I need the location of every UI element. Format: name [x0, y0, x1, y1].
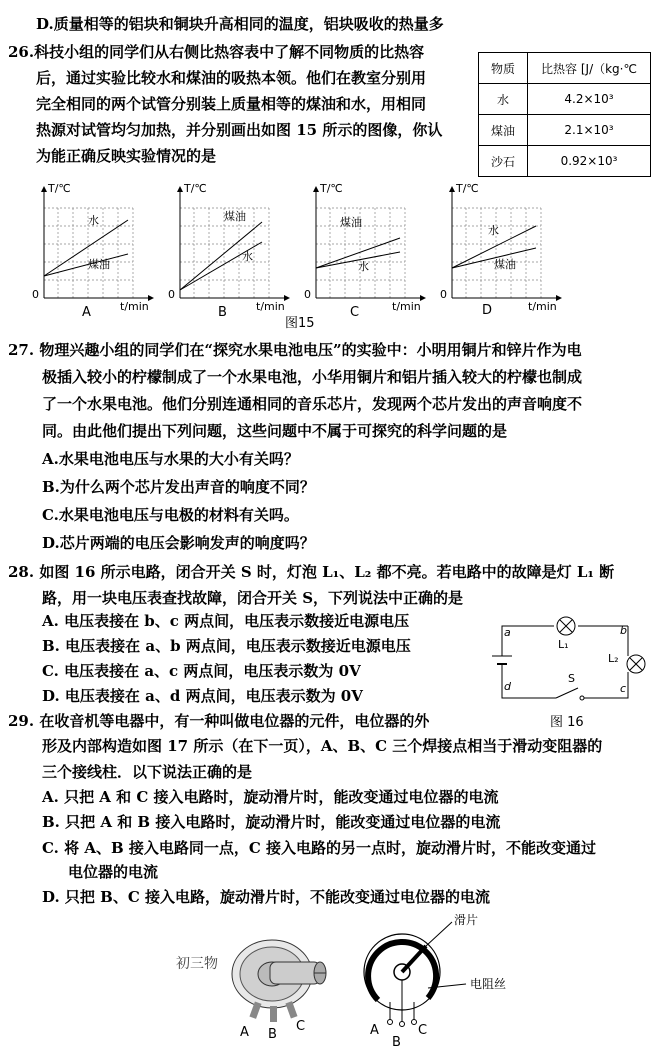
table-header-cell: 物质 — [479, 53, 528, 84]
graph-letter: A — [82, 305, 91, 320]
graph-d — [436, 180, 566, 320]
x-axis-label: t/min — [392, 300, 421, 313]
origin-label: 0 — [32, 288, 39, 301]
origin-label: 0 — [440, 288, 447, 301]
q29-option: D. 只把 B、C 接入电路，旋动滑片时，不能改变通过电位器的电流 — [42, 888, 490, 906]
table-cell: 4.2×10³ — [528, 84, 651, 115]
table-cell: 水 — [479, 84, 528, 115]
origin-label: 0 — [168, 288, 175, 301]
q28-line: 28. 如图 16 所示电路，闭合开关 S 时，灯泡 L₁、L₂ 都不亮。若电路中的故障是灯 L₁ 断 — [8, 563, 615, 581]
q29-line: 形及内部构造如图 17 所示（在下一页），A、B、C 三个焊接点相当于滑动变阻器的 — [42, 737, 603, 755]
table-row — [479, 84, 651, 115]
y-axis-label: T/℃ — [320, 182, 343, 195]
q29-line: 三个接线柱．以下说法正确的是 — [42, 763, 253, 781]
q26-line: 热源对试管均匀加热，并分别画出如图 15 所示的图像，你认 — [36, 121, 443, 139]
q29-option: 电位器的电流 — [68, 863, 159, 881]
watermark-text: 初三物 — [176, 956, 218, 972]
terminal-b-label: B — [268, 1027, 277, 1042]
q28-option: D. 电压表接在 a、d 两点间，电压表示数为 0V — [42, 687, 363, 705]
q28-option: A. 电压表接在 b、c 两点间，电压表示数接近电源电压 — [42, 612, 410, 630]
node-d-label: d — [504, 680, 511, 693]
graph-c — [300, 180, 430, 320]
lamp-l1-icon — [557, 617, 575, 635]
terminal-a-label: A — [370, 1023, 379, 1038]
table-cell: 煤油 — [479, 115, 528, 146]
node-b-label: b — [620, 624, 627, 637]
slider-label: 滑片 — [454, 913, 479, 927]
upper-line-label: 煤油 — [224, 210, 246, 223]
q28-option: C. 电压表接在 a、c 两点间，电压表示数为 0V — [42, 662, 361, 680]
y-axis-label: T/℃ — [184, 182, 207, 195]
lower-line-label: 水 — [358, 260, 369, 273]
lower-line-label: 煤油 — [88, 258, 110, 271]
q28-option: B. 电压表接在 a、b 两点间，电压表示数接近电源电压 — [42, 637, 411, 655]
specific-heat-table — [478, 52, 651, 177]
y-axis-label: T/℃ — [456, 182, 479, 195]
lamp-l2-icon — [627, 655, 645, 673]
node-c-label: c — [620, 682, 627, 695]
lower-line-label: 煤油 — [494, 258, 516, 271]
upper-line-label: 水 — [88, 214, 99, 227]
terminal-b-label: B — [392, 1035, 401, 1048]
q26-line: 后，通过实验比较水和煤油的吸热本领。他们在教室分别用 — [36, 69, 427, 87]
upper-line-label: 水 — [488, 224, 499, 237]
figure-15-caption: 图15 — [285, 316, 315, 331]
potentiometer-exterior-icon — [226, 932, 336, 1044]
table-cell: 0.92×10³ — [528, 146, 651, 177]
graph-letter: D — [482, 303, 493, 318]
q26-line: 26.科技小组的同学们从右侧比热容表中了解不同物质的比热容 — [8, 43, 425, 61]
q27-option: D.芯片两端的电压会影响发声的响度吗？ — [42, 534, 315, 552]
table-cell: 沙石 — [479, 146, 528, 177]
lower-line-label: 水 — [242, 250, 253, 263]
terminal-c-label: C — [418, 1023, 428, 1038]
x-axis-label: t/min — [256, 300, 285, 313]
q29-option: C. 将 A、B 接入电路同一点，C 接入电路的另一点时，旋动滑片时，不能改变通过 — [42, 839, 597, 857]
potentiometer-interior-icon — [356, 912, 526, 1048]
q29-option: B. 只把 A 和 B 接入电路时，旋动滑片时，能改变通过电位器的电流 — [42, 813, 501, 831]
origin-label: 0 — [304, 288, 311, 301]
table-row — [479, 115, 651, 146]
graph-letter: B — [218, 305, 227, 320]
terminal-c-label: C — [296, 1019, 306, 1034]
table-header-cell: 比热容 [J/（kg·℃ — [528, 53, 651, 84]
switch-label: S — [568, 672, 575, 685]
q29-option: A. 只把 A 和 C 接入电路时，旋动滑片时，能改变通过电位器的电流 — [42, 788, 499, 806]
q25-option-d: D.质量相等的铝块和铜块升高相同的温度，铝块吸收的热量多 — [36, 15, 444, 33]
table-row — [479, 146, 651, 177]
q26-line: 为能正确反映实验情况的是 — [36, 147, 217, 165]
graph-a — [28, 180, 158, 320]
q27-line: 极插入较小的柠檬制成了一个水果电池，小华用铜片和铝片插入较大的柠檬也制成 — [42, 368, 583, 386]
figure-16-caption: 图 16 — [550, 715, 584, 730]
q27-option: C.水果电池电压与电极的材料有关吗。 — [42, 506, 299, 524]
x-axis-label: t/min — [120, 300, 149, 313]
graph-b — [164, 180, 294, 320]
q29-line: 29. 在收音机等电器中，有一种叫做电位器的元件，电位器的外 — [8, 712, 430, 730]
node-a-label: a — [504, 626, 511, 639]
q27-option: B.为什么两个芯片发出声音的响度不同？ — [42, 478, 315, 496]
lamp-l1-label: L₁ — [558, 638, 569, 651]
lamp-l2-label: L₂ — [608, 652, 619, 665]
terminal-a-label: A — [240, 1025, 249, 1040]
x-axis-label: t/min — [528, 300, 557, 313]
table-header-row — [479, 53, 651, 84]
q27-line: 27. 物理兴趣小组的同学们在“探究水果电池电压”的实验中：小明用铜片和锌片作为电 — [8, 341, 582, 359]
q27-line: 同。由此他们提出下列问题，这些问题中不属于可探究的科学问题的是 — [42, 422, 508, 440]
table-cell: 2.1×10³ — [528, 115, 651, 146]
upper-line-label: 煤油 — [340, 216, 362, 229]
q28-line: 路，用一块电压表查找故障，闭合开关 S，下列说法中正确的是 — [42, 589, 464, 607]
y-axis-label: T/℃ — [48, 182, 71, 195]
q26-line: 完全相同的两个试管分别装上质量相等的煤油和水，用相同 — [36, 95, 427, 113]
graph-letter: C — [350, 305, 360, 320]
switch-contact — [580, 696, 584, 700]
circuit-diagram — [482, 616, 650, 708]
resistance-wire-label: 电阻丝 — [470, 977, 507, 991]
q27-line: 了一个水果电池。他们分别连通相同的音乐芯片，发现两个芯片发出的声音响度不 — [42, 395, 583, 413]
q27-option: A.水果电池电压与水果的大小有关吗？ — [42, 450, 299, 468]
